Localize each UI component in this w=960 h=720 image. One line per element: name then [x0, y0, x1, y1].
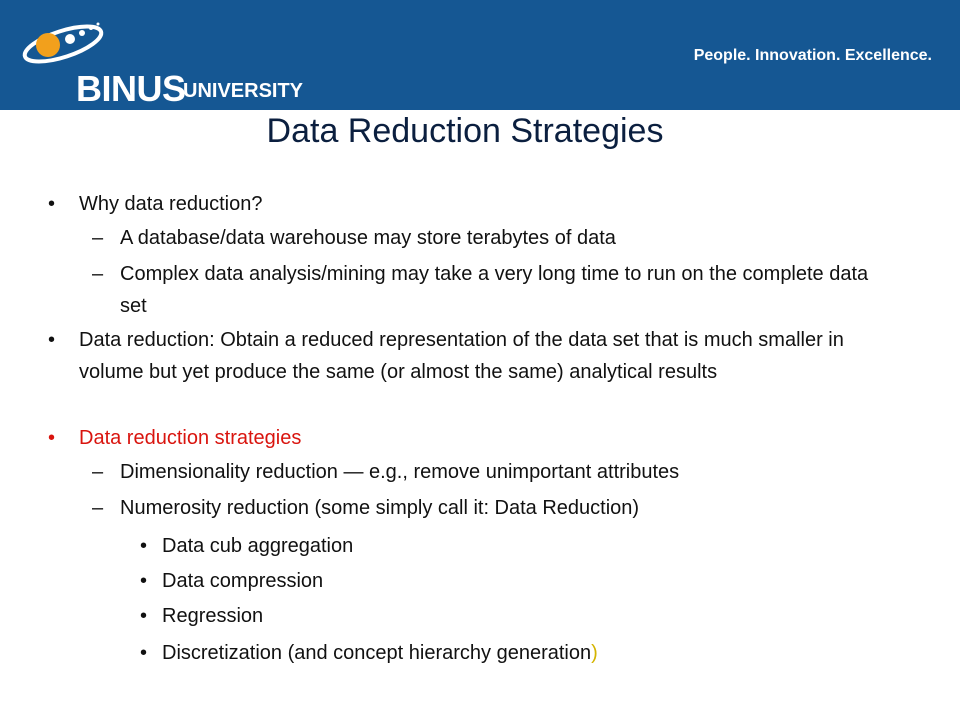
bullet-marker: •: [140, 642, 148, 664]
sub-bullet-item: [92, 492, 892, 524]
bullet-marker: •: [140, 535, 148, 557]
discretization-text: Discretization (and concept hierarchy generation: [162, 642, 592, 664]
sub-bullet-text: Numerosity reduction (some simply call it: Data Reduction): [120, 497, 640, 519]
bullet-marker: •: [48, 427, 56, 449]
bullet-text: Data reduction strategies: [79, 427, 302, 449]
dash-marker: –: [92, 263, 104, 285]
sub-sub-bullet-item: [140, 565, 860, 597]
dash-marker: –: [92, 497, 104, 519]
bullet-item-highlight: [48, 422, 908, 454]
sub-bullet-text: Complex data analysis/mining may take a very long time to run on the complete data set: [120, 263, 869, 317]
sub-bullet-text: Dimensionality reduction — e.g., remove unimportant attributes: [120, 461, 680, 483]
bullet-marker: •: [48, 193, 56, 215]
closing-paren: ): [591, 642, 598, 664]
sub-sub-bullet-text: [162, 637, 852, 669]
bullet-item: [48, 324, 908, 388]
slide-title: Data Reduction Strategies: [266, 112, 664, 150]
bullet-text: Why data reduction?: [79, 193, 263, 215]
dash-marker: –: [92, 227, 104, 249]
brand-suffix: UNIVERSITY: [183, 80, 304, 102]
sub-bullet-text: A database/data warehouse may store terabytes of data: [120, 227, 616, 249]
sub-bullet-item: [92, 222, 892, 254]
sub-sub-bullet-text: Regression: [162, 605, 264, 627]
bullet-text: Data reduction: Obtain a reduced representation of the data set that is much smaller in volume but yet produce the same (or almost the same) analytical results: [79, 329, 844, 383]
sub-sub-bullet-item: [140, 530, 860, 562]
sub-sub-bullet-text: Data cub aggregation: [162, 535, 354, 557]
sub-sub-bullet-item: [140, 600, 860, 632]
sub-sub-bullet-item: [140, 637, 860, 669]
bullet-marker: •: [48, 329, 56, 351]
dash-marker: –: [92, 461, 104, 483]
sub-bullet-item: [92, 258, 892, 322]
bullet-item: [48, 188, 908, 220]
brand-name: BINUS: [76, 68, 186, 109]
sub-sub-bullet-text: Data compression: [162, 570, 324, 592]
sub-bullet-item: [92, 456, 892, 488]
bullet-marker: •: [140, 605, 148, 627]
bullet-marker: •: [140, 570, 148, 592]
tagline: People. Innovation. Excellence.: [693, 47, 932, 64]
